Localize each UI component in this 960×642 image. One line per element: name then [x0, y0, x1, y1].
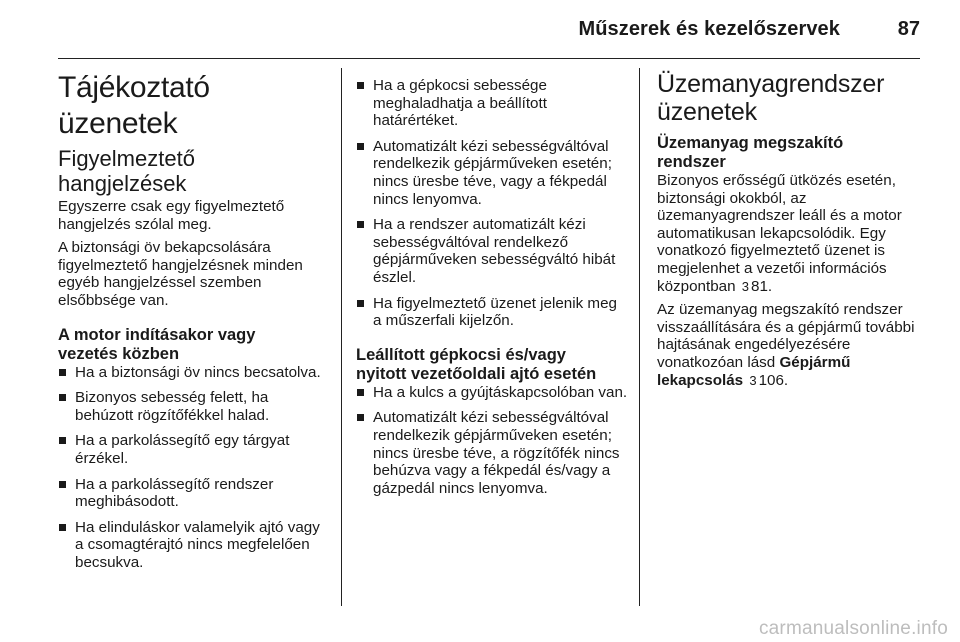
- header-rule: [58, 58, 920, 59]
- subheading-line2: nyitott vezetőoldali ajtó esetén: [356, 364, 597, 383]
- list-item: [58, 389, 330, 424]
- page-header: [58, 0, 920, 58]
- warning-chimes-heading-line1: Figyelmeztető: [58, 146, 195, 171]
- paragraph-text: Az üzemanyag megszakító rendszer visszaállítására és a gépjármű további hajtásának engedélyezésére vonatkozóan lásd: [657, 301, 915, 371]
- list-item-text: Ha a kulcs a gyújtáskapcsolóban van.: [373, 383, 628, 401]
- subheading-line1: A motor indításakor vagy: [58, 325, 256, 344]
- list-item-text: Ha elinduláskor valamelyik ajtó vagy a csomagtérajtó nincs megfelelően becsukva.: [75, 518, 320, 571]
- column-divider-2: [639, 68, 640, 606]
- subheading-line1: Üzemanyag megszakító: [657, 134, 844, 152]
- list-item: [356, 384, 628, 402]
- paragraph: [657, 301, 922, 389]
- bullet-square-icon: [59, 524, 66, 531]
- list-item: [58, 476, 330, 511]
- list-item-text: Automatizált kézi sebességváltóval rendelkezik gépjárműveken esetén; nincs üresbe téve, a rögzítőfék nincs behúzva vagy a fékpedál és/vagy a gázpedál nincs lenyomva.: [373, 409, 620, 497]
- fuel-system-heading: [657, 70, 922, 126]
- paragraph-text: Bizonyos erősségű ütközés esetén, biztonsági okokból, az üzemanyagrendszer leáll és a motor automatikusan lekapcsolódik. Egy vonatkozó figyelmeztető üzenet is megjelenhet a vezetői információs központban: [657, 172, 902, 295]
- paragraph: Egyszerre csak egy figyelmeztető hangjelzés szólal meg.: [58, 198, 285, 233]
- list-item-text: Ha a parkolássegítő rendszer meghibásodott.: [75, 475, 274, 511]
- bullet-square-icon: [59, 369, 66, 376]
- list-item-text: Automatizált kézi sebességváltóval rendelkezik gépjárműveken esetén; nincs üresbe téve, vagy a fékpedál nincs lenyomva.: [373, 137, 612, 208]
- paragraph: [657, 172, 922, 295]
- fuel-system-heading-line2: üzenetek: [657, 98, 757, 126]
- bullet-square-icon: [59, 437, 66, 444]
- bullet-square-icon: [357, 143, 364, 150]
- subheading-line2: vezetés közben: [58, 344, 180, 363]
- column-3: [657, 70, 922, 395]
- list-item: [356, 216, 628, 286]
- warning-chimes-heading: [58, 146, 330, 196]
- list-item-text: Ha a parkolássegítő egy tárgyat érzékel.: [75, 432, 290, 467]
- bullet-square-icon: [357, 221, 364, 228]
- bullet-square-icon: [357, 414, 364, 421]
- list-item-text: Ha a biztonsági öv nincs becsatolva.: [75, 363, 321, 381]
- main-heading: Tájékoztató üzenetek: [58, 71, 210, 140]
- bullet-square-icon: [59, 481, 66, 488]
- list-item-text: Bizonyos sebesség felett, ha behúzott rögzítőfékkel halad.: [75, 389, 270, 424]
- list-item: [356, 295, 628, 330]
- list-item: [356, 138, 628, 208]
- subheading-line2: rendszer: [657, 153, 726, 171]
- page-reference[interactable]: 106.: [758, 371, 789, 389]
- warning-chimes-heading-line2: hangjelzések: [58, 171, 187, 196]
- list-item: [58, 432, 330, 467]
- list-item-text: Ha figyelmeztető üzenet jelenik meg a műszerfali kijelzőn.: [373, 294, 617, 330]
- subheading-fuel-cutoff: [657, 134, 922, 172]
- column-2: [356, 77, 628, 505]
- page-reference-icon: 3: [741, 278, 750, 294]
- subheading-line1: Leállított gépkocsi és/vagy: [356, 345, 566, 364]
- column-divider-1: [341, 68, 342, 606]
- subheading-engine-start: [58, 326, 330, 364]
- list-item-text: Ha a rendszer automatizált kézi sebességváltóval rendelkező gépjárműveken sebességváltó hibát észlel.: [373, 216, 616, 286]
- bullet-list: [356, 384, 628, 498]
- paragraph: A biztonsági öv bekapcsolására figyelmeztető hangjelzésnek minden egyéb hangjelzéssel szemben elsőbbsége van.: [58, 239, 303, 309]
- fuel-system-heading-line1: Üzemanyagrendszer: [657, 70, 885, 98]
- list-item: [356, 409, 628, 497]
- running-title: Műszerek és kezelőszervek: [578, 18, 840, 40]
- list-item: [58, 519, 330, 572]
- page-reference[interactable]: 81.: [751, 277, 773, 295]
- bullet-square-icon: [357, 82, 364, 89]
- list-item: [58, 364, 330, 382]
- bullet-square-icon: [357, 389, 364, 396]
- bullet-list: [356, 77, 628, 330]
- page-reference-icon: 3: [749, 372, 757, 388]
- watermark: carmanualsonline.info: [758, 618, 948, 639]
- page-number: 87: [897, 18, 920, 40]
- bullet-square-icon: [59, 394, 66, 401]
- cross-reference-link[interactable]: Gépjármű lekapcsolás: [657, 353, 851, 389]
- column-1: [58, 70, 330, 580]
- bullet-square-icon: [357, 300, 364, 307]
- subheading-vehicle-stopped: [356, 346, 628, 384]
- bullet-list: [58, 364, 330, 572]
- list-item-text: Ha a gépkocsi sebessége meghaladhatja a beállított határértéket.: [373, 77, 547, 130]
- list-item: [356, 77, 628, 130]
